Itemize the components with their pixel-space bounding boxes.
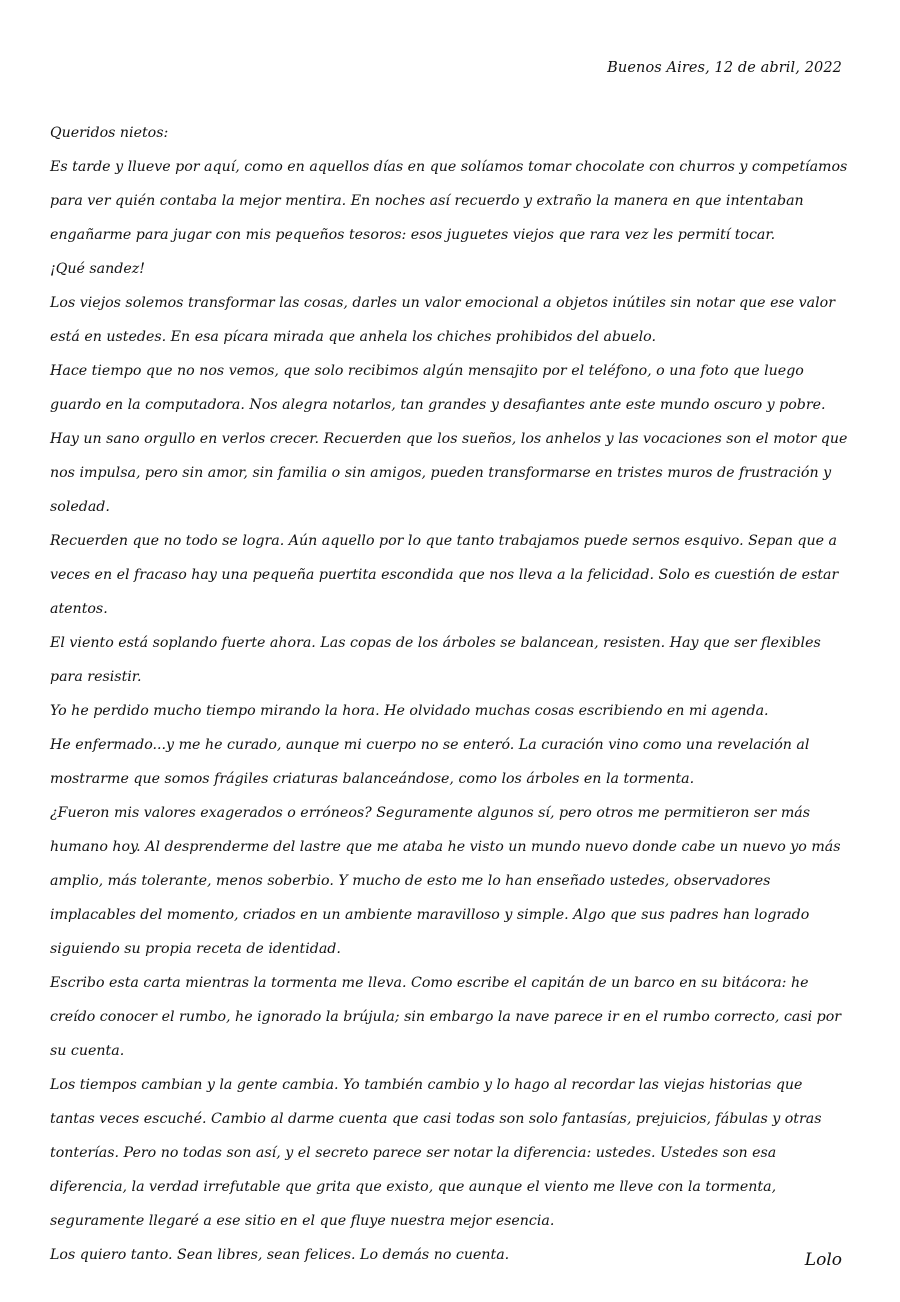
letter-date-line: Buenos Aires, 12 de abril, 2022 <box>607 60 842 76</box>
letter-paragraph: Los quiero tanto. Sean libres, sean felices. Lo demás no cuenta. <box>50 1247 510 1263</box>
letter-paragraph: Hay un sano orgullo en verlos crecer. Recuerden que los sueños, los anhelos y las vocaciones son el motor que nos impulsa, pero sin amor, sin familia o sin amigos, pueden transformarse en tristes muros de frustración y soledad. <box>50 431 848 515</box>
letter-paragraph: Yo he perdido mucho tiempo mirando la hora. He olvidado muchas cosas escribiendo en mi agenda. <box>50 703 769 719</box>
letter-salutation: Queridos nietos: <box>50 125 169 141</box>
letter-paragraph: Los tiempos cambian y la gente cambia. Yo también cambio y lo hago al recordar las viejas historias que tantas veces escuché. Cambio al darme cuenta que casi todas son solo fantasías, prejuicios, fábulas y otras tonterías. Pero no todas son así, y el secreto parece ser notar la diferencia: ustedes. Ustedes son esa diferencia, la verdad irrefutable que grita que existo, que aunque el viento me lleve con la tormenta, seguramente llegaré a ese sitio en el que fluye nuestra mejor esencia. <box>50 1077 822 1229</box>
letter-body <box>50 116 850 1272</box>
letter-paragraph: ¿Fueron mis valores exagerados o erróneos? Seguramente algunos sí, pero otros me permitieron ser más humano hoy. Al desprenderme del lastre que me ataba he visto un mundo nuevo donde cabe un nuevo yo más amplio, más tolerante, menos soberbio. Y mucho de esto me lo han enseñado ustedes, observadores implacables del momento, criados en un ambiente maravilloso y simple. Algo que sus padres han logrado siguiendo su propia receta de identidad. <box>50 805 841 957</box>
letter-paragraph: ¡Qué sandez! <box>50 261 145 277</box>
letter-signature: Lolo <box>804 1250 842 1270</box>
letter-paragraph: He enfermado...y me he curado, aunque mi cuerpo no se enteró. La curación vino como una revelación al mostrarme que somos frágiles criaturas balanceándose, como los árboles en la tormenta. <box>50 737 810 787</box>
letter-paragraph: Escribo esta carta mientras la tormenta me lleva. Como escribe el capitán de un barco en su bitácora: he creído conocer el rumbo, he ignorado la brújula; sin embargo la nave parece ir en el rumbo correcto, casi por su cuenta. <box>50 975 842 1059</box>
letter-paragraph: Los viejos solemos transformar las cosas, darles un valor emocional a objetos inútiles sin notar que ese valor está en ustedes. En esa pícara mirada que anhela los chiches prohibidos del abuelo. <box>50 295 835 345</box>
letter-paragraph: Hace tiempo que no nos vemos, que solo recibimos algún mensajito por el teléfono, o una foto que luego guardo en la computadora. Nos alegra notarlos, tan grandes y desafiantes ante este mundo oscuro y pobre. <box>50 363 826 413</box>
letter-paragraph: Recuerden que no todo se logra. Aún aquello por lo que tanto trabajamos puede sernos esquivo. Sepan que a veces en el fracaso hay una pequeña puertita escondida que nos lleva a la felicidad. Solo es cuestión de estar atentos. <box>50 533 839 617</box>
letter-paragraph: El viento está soplando fuerte ahora. Las copas de los árboles se balancean, resisten. Hay que ser flexibles para resistir. <box>50 635 821 685</box>
letter-paragraph: Es tarde y llueve por aquí, como en aquellos días en que solíamos tomar chocolate con churros y competíamos para ver quién contaba la mejor mentira. En noches así recuerdo y extraño la manera en que intentaban engañarme para jugar con mis pequeños tesoros: esos juguetes viejos que rara vez les permití tocar. <box>50 159 848 243</box>
